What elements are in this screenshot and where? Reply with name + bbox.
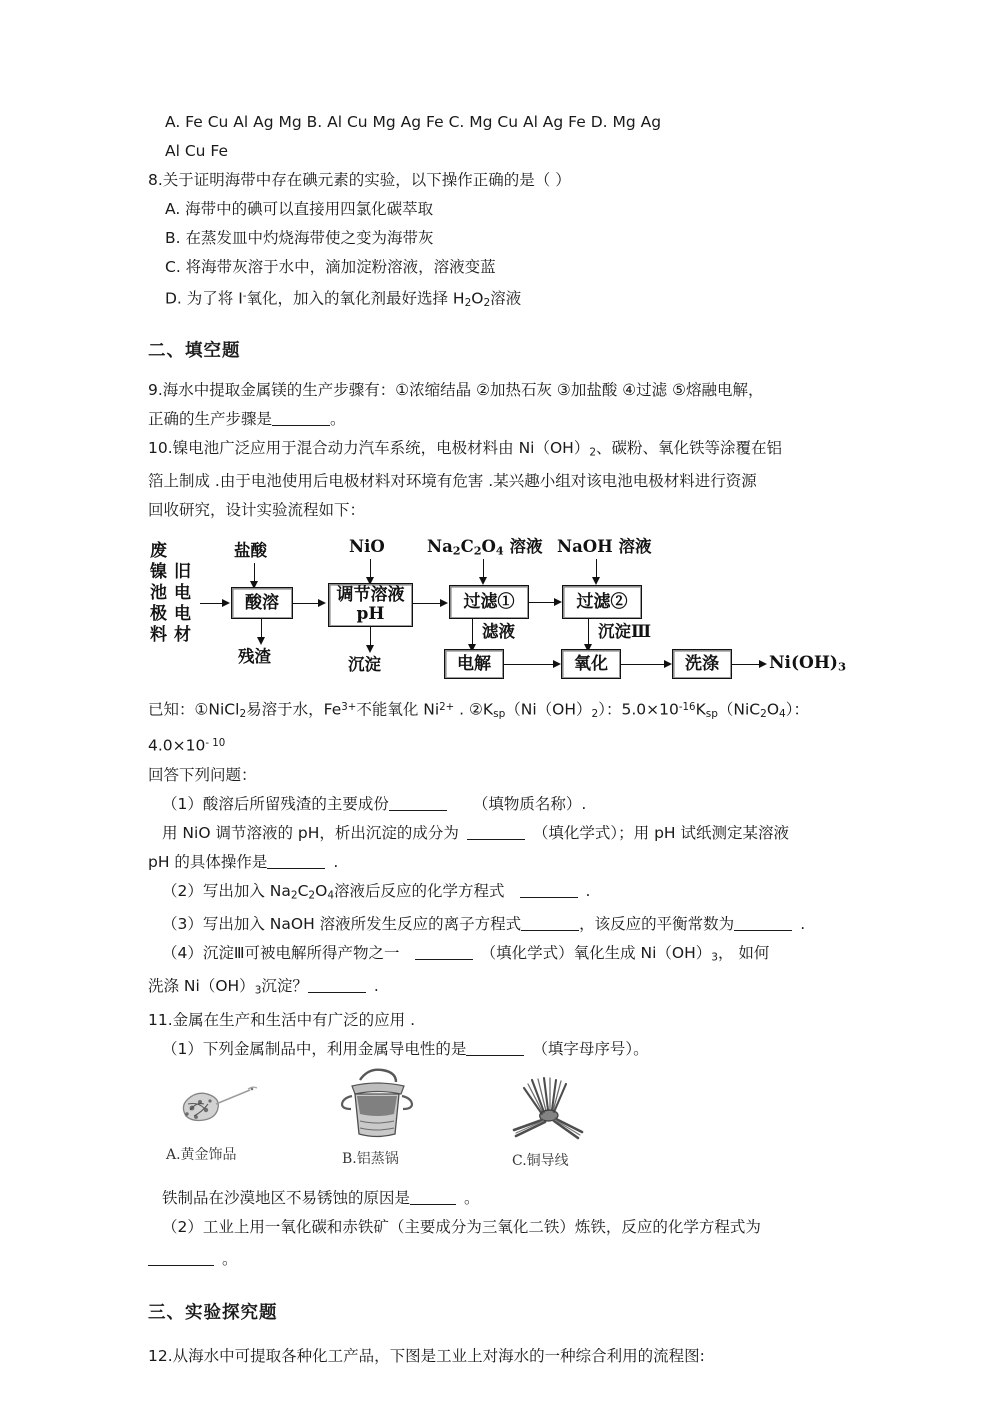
- q10-nioh2-sub: 2: [589, 446, 597, 459]
- flowchart-output-residue: 残渣: [238, 647, 271, 667]
- reagent-na-pre: Na: [427, 537, 453, 557]
- known-nicl2-sub: 2: [239, 708, 247, 721]
- q10-sub4-sub: 3: [711, 951, 718, 964]
- copper-wire-photo: [498, 1074, 598, 1148]
- known-line2-pre: 4.0×10: [148, 736, 206, 755]
- q10-sub1c: [148, 848, 864, 877]
- known-line2-sup: - 10: [205, 738, 226, 750]
- photo-caption-copper-wire: C.铜导线: [512, 1152, 569, 1169]
- known-g: （NiC: [717, 700, 761, 719]
- q10-sub4-blank[interactable]: [415, 945, 473, 960]
- known-i: ）：: [785, 700, 810, 719]
- flowchart-connector-oxidation-to-wash: [621, 664, 667, 665]
- flowchart-arrowhead-input: [222, 599, 230, 607]
- known-ksp-sub: sp: [493, 708, 506, 721]
- flowchart-connector-nio: [370, 559, 371, 579]
- product-sub: 3: [837, 659, 847, 674]
- known-f: K: [695, 700, 706, 719]
- q8-h2o2-sub2: 2: [483, 296, 491, 309]
- flowchart-connector-filtrate: [472, 619, 473, 646]
- product-formula: Ni(OH): [769, 653, 838, 674]
- q9-line2-pre: 正确的生产步骤是: [148, 409, 273, 428]
- flowchart-box-filter-2: 过滤②: [562, 585, 642, 619]
- flowchart-arrowhead-ph-to-filter1: [440, 599, 448, 607]
- flowchart-connector-precipitate: [370, 627, 371, 647]
- q10-sub4-pre: （4）沉淀Ⅲ可被电解所得产物之一: [162, 944, 400, 963]
- q8-option-d: [148, 282, 864, 318]
- flowchart-connector-input: [200, 603, 224, 604]
- known-b: 不能氧化 Ni: [356, 700, 440, 719]
- flowchart-arrowhead-residue: [257, 637, 265, 645]
- flowchart-arrowhead-electrolysis-to-oxidation: [553, 660, 561, 668]
- section-2-heading: 二、填空题: [148, 340, 241, 361]
- q10-sub2-m3: 溶液后反应的化学方程式: [334, 881, 505, 900]
- known-pre: 已知：①NiCl: [148, 700, 240, 719]
- flowchart-connector-wash-to-product: [732, 664, 762, 665]
- photo-caption-aluminum-steamer: B.铝蒸锅: [342, 1150, 399, 1167]
- q8-option-a: A. 海带中的碘可以直接用四氯化碳萃取: [165, 200, 434, 218]
- q10-line1-post: 、碳粉、氧化铁等涂覆在铝: [596, 438, 783, 457]
- q9-answer-blank[interactable]: [272, 411, 330, 426]
- q10-sub1c-blank[interactable]: [267, 854, 325, 869]
- flowchart-connector-naoh: [596, 559, 597, 579]
- reagent-na-mid2: O: [481, 537, 496, 557]
- q10-sub4b-blank[interactable]: [308, 978, 366, 993]
- flowchart-reagent-sodium-hydroxide: NaOH 溶液: [557, 537, 652, 557]
- q10-sub1: [148, 790, 864, 819]
- q11-sub1-blank[interactable]: [466, 1041, 524, 1056]
- q10-sub4-mid: （填化学式）氧化生成 Ni（OH）: [480, 944, 712, 963]
- flowchart-output-product: [769, 654, 846, 677]
- q11-rust-blank[interactable]: [410, 1190, 456, 1205]
- q10-sub1-post: （填物质名称）.: [472, 794, 587, 813]
- q10-sub2-m2: O: [315, 881, 328, 900]
- q10-sub1b: [148, 819, 864, 848]
- flowchart-connector-acid-to-ph: [293, 603, 321, 604]
- flowchart-arrowhead-wash-to-product: [759, 660, 767, 668]
- photo-item-aluminum-steamer: [330, 1066, 430, 1168]
- flowchart-arrowhead-naoh: [592, 577, 600, 585]
- q10-line1-pre: 10.镍电池广泛应用于混合动力汽车系统，电极材料由 Ni（OH）: [148, 438, 590, 457]
- reagent-na-sub3: 4: [495, 543, 504, 558]
- q10-sub1c-post: .: [333, 852, 339, 871]
- q10-line2: 箔上制成 .由于电池使用后电极材料对环境有危害 .某兴趣小组对该电池电极材料进行资源: [148, 472, 757, 491]
- q10-sub4b: [148, 972, 864, 1005]
- known-o4-sub: 4: [779, 708, 786, 721]
- flowchart-reagent-hydrochloric-acid: 盐酸: [234, 541, 267, 561]
- q7-options-line1: A. Fe Cu Al Ag Mg B. Al Cu Mg Ag Fe C. Mg Cu Al Ag Fe D. Mg Ag: [165, 113, 662, 131]
- q10-sub3-post: .: [800, 915, 806, 934]
- q10-sub2-s2: 2: [308, 889, 316, 902]
- flowchart-box-oxidation: 氧化: [561, 649, 621, 679]
- q10-sub4b-sub: 3: [254, 984, 262, 997]
- flowchart-label-filtrate: 滤液: [482, 622, 515, 642]
- q10-sub1-blank[interactable]: [389, 796, 447, 811]
- q10-line3: 回收研究，设计实验流程如下：: [148, 501, 366, 520]
- q11-metal-products-photos: [148, 1070, 864, 1178]
- q8-option-c: C. 将海带灰溶于水中，滴加淀粉溶液，溶液变蓝: [165, 258, 496, 276]
- photo-caption-gold-ornament: A.黄金饰品: [166, 1146, 237, 1163]
- flowchart-arrowhead-oxidation-to-wash: [664, 660, 672, 668]
- q10-line1: [148, 434, 864, 467]
- q10-sub2-s1: 2: [290, 889, 298, 902]
- flowchart-arrowhead-oxalate: [479, 577, 487, 585]
- q12-stem: 12.从海水中可提取各种化工产品，下图是工业上对海水的一种综合利用的流程图:: [148, 1346, 705, 1365]
- q8-stem: 8.关于证明海带中存在碘元素的实验，以下操作正确的是（ ）: [148, 171, 571, 189]
- q11-sub2-line2: [148, 1242, 864, 1276]
- reagent-na-post: 溶液: [503, 537, 543, 557]
- known-e: ）：5.0×10: [598, 700, 679, 719]
- q10-sub3: [148, 910, 864, 939]
- q8-option-d-pre: D. 为了将 I: [165, 289, 243, 308]
- q11-sub2-post: 。: [222, 1249, 238, 1268]
- q10-sub2-m1: C: [297, 881, 309, 900]
- q10-sub2-blank[interactable]: [520, 883, 578, 898]
- q10-sub4b-mid: 沉淀？: [261, 977, 308, 996]
- flowchart-input-column-2: 旧电电材: [174, 562, 191, 646]
- q8-option-d-mid2: O: [471, 289, 484, 308]
- flowchart-box-electrolysis: 电解: [444, 649, 504, 679]
- q8-option-d-end: 溶液: [490, 289, 522, 308]
- q11-sub2-blank[interactable]: [148, 1251, 214, 1266]
- q10-sub2-s3: 4: [327, 889, 335, 902]
- q10-sub2: [148, 877, 864, 910]
- q9-line2: [148, 405, 864, 434]
- flowchart-label-precipitate-3: 沉淀Ⅲ: [598, 622, 652, 642]
- q10-answer-prompt: 回答下列问题：: [148, 765, 257, 784]
- q11-sub1: [148, 1035, 864, 1064]
- q8-option-d-charge: -: [242, 291, 247, 302]
- q10-sub4-post: ， 如何: [717, 944, 770, 963]
- flowchart-arrowhead-precipitate: [366, 645, 374, 653]
- flowchart-arrowhead-filter1-to-filter2: [554, 598, 562, 606]
- aluminum-steamer-pot-photo: [330, 1066, 430, 1146]
- known-h: O: [766, 700, 780, 719]
- q11-rust-question: [148, 1184, 864, 1213]
- q10-sub2-post: .: [585, 881, 591, 900]
- q10-sub2-pre: （2）写出加入 Na: [162, 881, 291, 900]
- reagent-na-mid1: C: [460, 537, 474, 557]
- known-fe3-sup: 3+: [341, 702, 357, 714]
- q9-line2-post: 。: [330, 409, 346, 428]
- flowchart-box-filter-1: 过滤①: [449, 585, 529, 619]
- q10-known-line2: [148, 729, 864, 761]
- q10-sub4: [148, 939, 864, 972]
- q10-sub1-pre: （1）酸溶后所留残渣的主要成份: [162, 794, 389, 813]
- reagent-na-sub2: 2: [473, 543, 482, 558]
- known-a: 易溶于水，Fe: [246, 700, 342, 719]
- known-ni2-sup: 2+: [439, 702, 455, 714]
- flowchart-connector-hcl: [254, 563, 255, 583]
- known-exp-sup: -16: [678, 702, 696, 714]
- known-c: . ②K: [454, 700, 494, 719]
- q10-sub3-blank-2[interactable]: [734, 916, 792, 931]
- q10-sub1c-pre: pH 的具体操作是: [148, 852, 268, 871]
- q10-known-line1: [148, 693, 864, 729]
- known-d: （Ni（OH）: [505, 700, 592, 719]
- q11-rust-pre: 铁制品在沙漠地区不易锈蚀的原因是: [162, 1188, 411, 1207]
- q7-options-line2: Al Cu Fe: [165, 142, 229, 160]
- q11-rust-post: 。: [464, 1188, 480, 1207]
- section-3-heading: 三、实验探究题: [148, 1302, 278, 1323]
- q10-sub1b-pre: 用 NiO 调节溶液的 pH，析出沉淀的成分为: [162, 823, 459, 842]
- q10-sub1b-mid: （填化学式）；用 pH 试纸测定某溶液: [532, 823, 789, 842]
- flowchart-connector-oxalate: [483, 559, 484, 579]
- document-content: [148, 108, 864, 1371]
- q11-sub1-post: （填字母序号）。: [532, 1039, 649, 1058]
- photo-item-copper-wire: [498, 1074, 598, 1170]
- flowchart-reagent-sodium-oxalate: [427, 537, 542, 560]
- q10-sub3-blank-1[interactable]: [521, 916, 579, 931]
- q8-h2o2-sub1: 2: [464, 296, 472, 309]
- q11-stem: 11.金属在生产和生活中有广泛的应用 .: [148, 1010, 416, 1029]
- q11-sub2-line1: （2）工业上用一氧化碳和赤铁矿（主要成分为三氧化二铁）炼铁，反应的化学方程式为: [162, 1217, 761, 1236]
- flowchart-connector-filter1-to-filter2: [529, 602, 557, 603]
- flowchart-connector-electrolysis-to-oxidation: [504, 664, 556, 665]
- flowchart-connector-precipitate3: [588, 619, 589, 646]
- flowchart-arrowhead-acid-to-ph: [318, 599, 326, 607]
- known-ksp2-sub: sp: [705, 708, 718, 721]
- known-c2-sub: 2: [760, 708, 767, 721]
- q9-line1: 9.海水中提取金属镁的生产步骤有：①浓缩结晶 ②加热石灰 ③加盐酸 ④过滤 ⑤熔融电解，: [148, 380, 764, 399]
- flowchart-output-precipitate: 沉淀: [348, 655, 381, 675]
- q8-option-b: B. 在蒸发皿中灼烧海带使之变为海带灰: [165, 229, 434, 247]
- reagent-na-sub1: 2: [452, 543, 461, 558]
- flowchart-reagent-nio: NiO: [349, 537, 385, 557]
- nickel-battery-recycling-flowchart: [148, 535, 864, 685]
- flowchart-input-column-1: 废镍池极料: [150, 541, 167, 646]
- q10-sub3-pre: （3）写出加入 NaOH 溶液所发生反应的离子方程式: [162, 915, 522, 934]
- q10-sub4b-post: .: [373, 977, 379, 996]
- flowchart-box-adjust-ph: 调节溶液 pH: [328, 583, 413, 627]
- flowchart-connector-ph-to-filter1: [413, 603, 443, 604]
- q10-sub4b-pre: 洗涤 Ni（OH）: [148, 977, 255, 996]
- flowchart-box-wash: 洗涤: [672, 649, 732, 679]
- flowchart-box-acid-dissolve: 酸溶: [231, 587, 293, 619]
- gold-ornament-photo: [166, 1070, 276, 1142]
- photo-item-gold-ornament: [166, 1070, 276, 1164]
- flowchart-connector-residue: [261, 619, 262, 639]
- q10-sub1b-blank[interactable]: [467, 825, 525, 840]
- q11-sub1-pre: （1）下列金属制品中，利用金属导电性的是: [162, 1039, 467, 1058]
- q10-sub3-mid: ，该反应的平衡常数为: [579, 915, 735, 934]
- q8-option-d-mid: 氧化，加入的氧化剂最好选择 H: [246, 289, 465, 308]
- known-nioh2-sub: 2: [591, 708, 599, 721]
